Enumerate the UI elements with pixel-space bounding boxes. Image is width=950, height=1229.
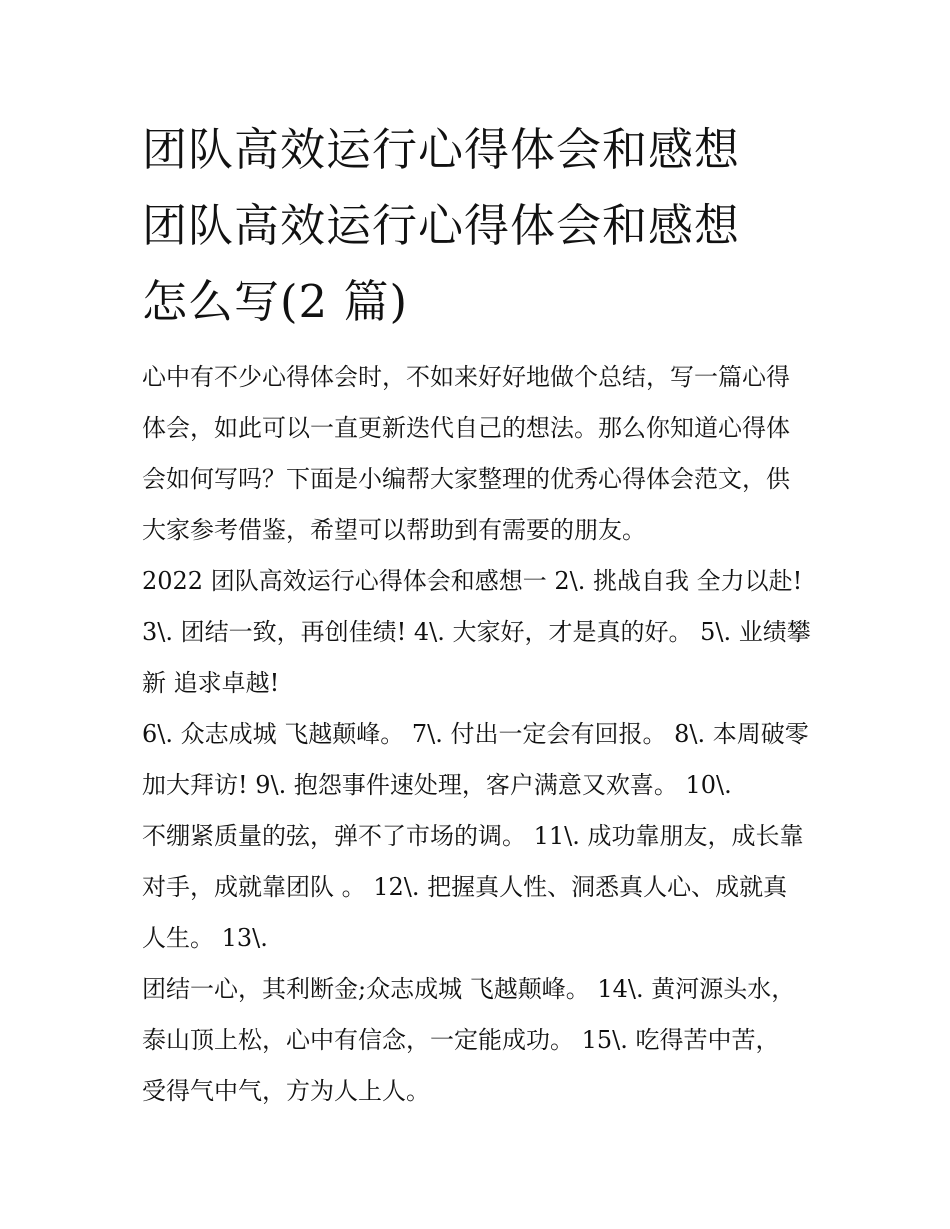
text-line: 人生。 13\. bbox=[142, 924, 268, 952]
document-body bbox=[142, 352, 822, 1117]
text-line: 心中有不少心得体会时，不如来好好地做个总结，写一篇心得 bbox=[142, 363, 790, 391]
text-line: 不绷紧质量的弦，弹不了市场的调。 11\. 成功靠朋友，成长靠 bbox=[142, 822, 804, 850]
document-title bbox=[142, 112, 842, 340]
text-line: 泰山顶上松，心中有信念，一定能成功。 15\. 吃得苦中苦， bbox=[142, 1026, 780, 1054]
text-line: 受得气中气，方为人上人。 bbox=[142, 1077, 430, 1105]
title-line: 团队高效运行心得体会和感想 bbox=[142, 199, 741, 252]
text-line: 体会，如此可以一直更新迭代自己的想法。那么你知道心得体 bbox=[142, 414, 790, 442]
title-line: 团队高效运行心得体会和感想 bbox=[142, 123, 741, 176]
text-line: 对手，成就靠团队 。 12\. 把握真人性、洞悉真人心、成就真 bbox=[142, 873, 788, 901]
text-line: 2022 团队高效运行心得体会和感想一 2\. 挑战自我 全力以赴! bbox=[142, 567, 803, 595]
text-line: 团结一心，其利断金;众志成城 飞越颠峰。 14\. 黄河源头水， bbox=[142, 975, 796, 1003]
body-paragraph bbox=[142, 811, 822, 964]
text-line: 6\. 众志成城 飞越颠峰。 7\. 付出一定会有回报。 8\. 本周破零 bbox=[142, 720, 809, 748]
text-line: 加大拜访! 9\. 抱怨事件速处理，客户满意又欢喜。 10\. bbox=[142, 771, 732, 799]
text-line: 会如何写吗？下面是小编帮大家整理的优秀心得体会范文，供 bbox=[142, 465, 790, 493]
intro-paragraph bbox=[142, 352, 822, 556]
text-line: 新 追求卓越! bbox=[142, 669, 280, 697]
title-line: 怎么写(2 篇) bbox=[142, 275, 409, 328]
text-line: 大家参考借鉴，希望可以帮助到有需要的朋友。 bbox=[142, 516, 646, 544]
body-paragraph bbox=[142, 964, 822, 1117]
body-paragraph bbox=[142, 556, 822, 709]
text-line: 3\. 团结一致，再创佳绩! 4\. 大家好，才是真的好。 5\. 业绩攀 bbox=[142, 618, 811, 646]
body-paragraph bbox=[142, 709, 822, 811]
